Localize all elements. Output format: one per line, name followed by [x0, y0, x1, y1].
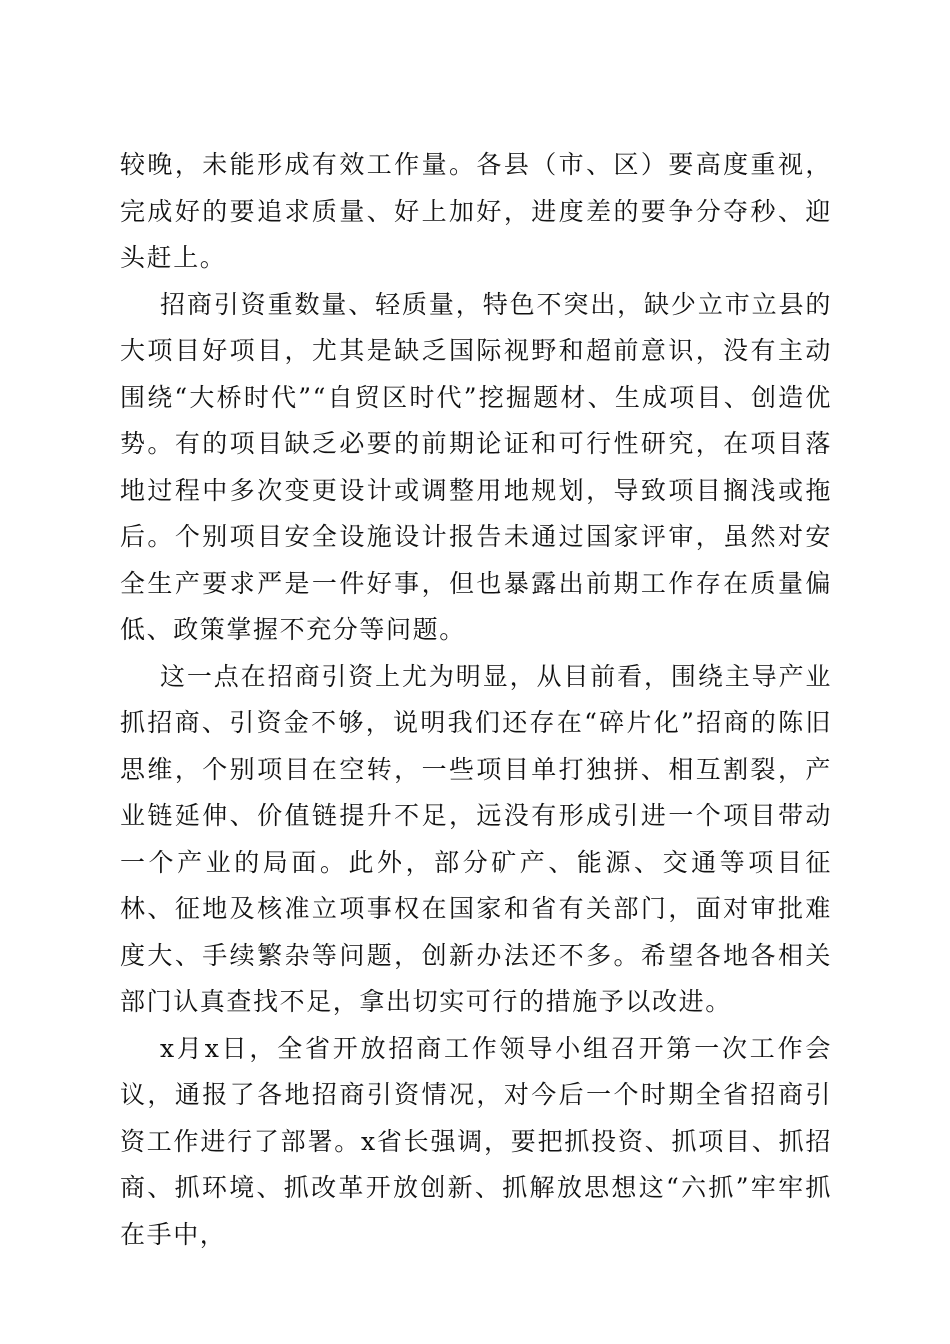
document-body — [120, 142, 832, 1258]
paragraph-fragmented-investment: 这一点在招商引资上尤为明显，从目前看，围绕主导产业抓招商、引资金不够，说明我们还存在“碎片化”招商的陈旧思维，个别项目在空转，一些项目单打独拼、相互割裂，产业链延伸、价值链提升不足，远没有形成引进一个项目带动一个产业的局面。此外，部分矿产、能源、交通等项目征林、征地及核准立项事权在国家和省有关部门，面对审批难度大、手续繁杂等问题，创新办法还不多。希望各地各相关部门认真查找不足，拿出切实可行的措施予以改进。 — [120, 661, 832, 1016]
paragraph-continuation: 较晚，未能形成有效工作量。各县（市、区）要高度重视，完成好的要追求质量、好上加好，进度差的要争分夺秒、迎头赶上。 — [120, 150, 832, 272]
paragraph-investment-quality: 招商引资重数量、轻质量，特色不突出，缺少立市立县的大项目好项目，尤其是缺乏国际视野和超前意识，没有主动围绕“大桥时代”“自贸区时代”挖掘题材、生成项目、创造优势。有的项目缺乏必要的前期论证和可行性研究，在项目落地过程中多次变更设计或调整用地规划，导致项目搁浅或拖后。个别项目安全设施设计报告未通过国家评审，虽然对安全生产要求严是一件好事，但也暴露出前期工作存在质量偏低、政策掌握不充分等问题。 — [120, 289, 832, 644]
paragraph-meeting-summary: x月x日，全省开放招商工作领导小组召开第一次工作会议，通报了各地招商引资情况，对今后一个时期全省招商引资工作进行了部署。x省长强调，要把抓投资、抓项目、抓招商、抓环境、抓改革开放创新、抓解放思想这“六抓”牢牢抓在手中， — [120, 1033, 832, 1249]
